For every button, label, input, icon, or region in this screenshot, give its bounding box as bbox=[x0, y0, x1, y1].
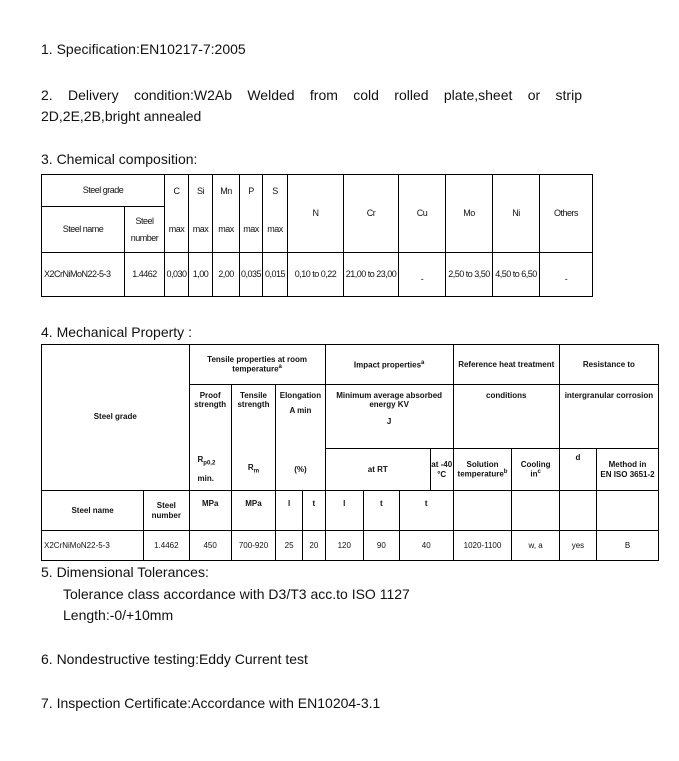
mech-steel-number-2: number bbox=[151, 510, 181, 520]
chem-max-mn: max bbox=[213, 207, 240, 253]
mech-row-cooling: w, a bbox=[512, 531, 559, 561]
chem-element-mn: Mn bbox=[213, 175, 240, 207]
chem-row-p: 0,035 bbox=[240, 253, 263, 297]
chem-row-n: 0,10 to 0,22 bbox=[288, 253, 344, 297]
mech-steel-name-header: Steel name bbox=[42, 491, 144, 531]
mech-rm-sub: m bbox=[253, 468, 260, 475]
mech-solution-1: Solution bbox=[466, 459, 499, 469]
mech-solution-2: temperature bbox=[457, 469, 504, 479]
mech-method bbox=[596, 449, 658, 491]
mech-blank-mid-left bbox=[42, 449, 190, 491]
mech-cooling-1: Cooling bbox=[520, 459, 551, 469]
mech-blank-method bbox=[596, 491, 658, 531]
chem-row-name: X2CrNiMoN22-5-3 bbox=[42, 253, 125, 297]
chem-max-p: max bbox=[240, 207, 263, 253]
mech-min-avg-3: J bbox=[386, 417, 392, 427]
mech-rm-label: R bbox=[247, 463, 254, 472]
chem-element-c: C bbox=[165, 175, 189, 207]
mech-proof-strength bbox=[189, 385, 231, 449]
chem-element-mo: Mo bbox=[446, 175, 493, 253]
mech-steel-grade-header: Steel grade bbox=[42, 385, 190, 449]
chem-element-cu: Cu bbox=[399, 175, 446, 253]
chem-row-cu: - bbox=[399, 253, 446, 297]
mech-row-name: X2CrNiMoN22-5-3 bbox=[42, 531, 144, 561]
chem-row-mo: 2,50 to 3,50 bbox=[446, 253, 493, 297]
mech-blank-cooling bbox=[512, 491, 559, 531]
chem-steel-number-label-1: Steel bbox=[135, 216, 154, 227]
mech-row-rp: 450 bbox=[189, 531, 231, 561]
section-delivery-condition: 2. Delivery condition:W2Ab Welded from cold rolled plate,sheet or strip bbox=[41, 87, 582, 103]
mech-elong-t: t bbox=[302, 491, 325, 531]
chem-row-ni: 4,50 to 6,50 bbox=[493, 253, 540, 297]
chem-element-others: Others bbox=[540, 175, 593, 253]
mech-kv-rt-l: l bbox=[325, 491, 363, 531]
mech-mpa-rm: MPa bbox=[231, 491, 275, 531]
mech-solution-sup: b bbox=[503, 469, 508, 476]
mech-impact-header bbox=[325, 345, 453, 385]
mech-kv-40-t: t bbox=[399, 491, 453, 531]
chem-row-s: 0,015 bbox=[263, 253, 288, 297]
mech-cooling-sup: c bbox=[537, 469, 541, 476]
mech-method-2: EN ISO 3651-2 bbox=[600, 469, 655, 479]
section-dimensional-length: Length:-0/+10mm bbox=[63, 607, 174, 623]
section-dimensional-heading: 5. Dimensional Tolerances: bbox=[41, 564, 209, 580]
section-mechanical-heading: 4. Mechanical Property : bbox=[41, 324, 192, 340]
mech-tensile-sup: a bbox=[278, 364, 282, 371]
mech-rp-sub: p0,2 bbox=[203, 461, 216, 467]
mech-blank-top-left bbox=[42, 345, 190, 385]
chem-element-p: P bbox=[240, 175, 263, 207]
mech-cooling-2: in bbox=[530, 469, 538, 479]
mech-proof-2: strength bbox=[194, 400, 227, 410]
mech-rm bbox=[231, 449, 275, 491]
mech-elongation bbox=[276, 385, 326, 449]
chem-steel-name-header: Steel name bbox=[42, 207, 125, 253]
mech-row-number: 1.4462 bbox=[144, 531, 189, 561]
mech-blank-d bbox=[559, 491, 596, 531]
chem-max-c: max bbox=[165, 207, 189, 253]
mech-rp bbox=[189, 449, 231, 491]
chem-row-others: - bbox=[540, 253, 593, 297]
mech-d: d bbox=[559, 449, 596, 491]
mech-at-minus40: at -40 °C bbox=[430, 449, 453, 491]
chem-row-c: 0,030 bbox=[165, 253, 189, 297]
mech-steel-number-1: Steel bbox=[156, 501, 176, 511]
mech-cooling bbox=[512, 449, 559, 491]
section-chemical-heading: 3. Chemical composition: bbox=[41, 151, 198, 167]
mech-at-rt: at RT bbox=[325, 449, 430, 491]
mech-row-d: yes bbox=[559, 531, 596, 561]
chemical-composition-table bbox=[41, 174, 593, 297]
mech-elong-1: Elongation bbox=[279, 391, 322, 400]
mech-impact-header-label: Impact properties bbox=[353, 360, 422, 370]
mech-elong-l: l bbox=[276, 491, 303, 531]
mech-kv-rt-t: t bbox=[363, 491, 399, 531]
mech-min-avg-2: energy KV bbox=[369, 400, 409, 410]
mech-steel-number-header bbox=[144, 491, 189, 531]
mech-rp-min: min. bbox=[197, 473, 214, 483]
mech-mpa-rp: MPa bbox=[189, 491, 231, 531]
mech-tensile-1: Tensile bbox=[240, 391, 267, 400]
chem-row-number: 1.4462 bbox=[125, 253, 165, 297]
chem-element-s: S bbox=[263, 175, 288, 207]
chem-row-mn: 2,00 bbox=[213, 253, 240, 297]
mech-elong-2: A min bbox=[289, 406, 312, 416]
mech-conditions: conditions bbox=[453, 385, 559, 449]
chem-element-cr: Cr bbox=[344, 175, 399, 253]
mech-min-avg-1: Minimum average absorbed bbox=[336, 391, 443, 400]
mech-percent: (%) bbox=[276, 449, 326, 491]
mech-min-avg-energy bbox=[325, 385, 453, 449]
chem-max-s: max bbox=[263, 207, 288, 253]
mech-rp-label: R bbox=[197, 455, 204, 465]
mech-tensile-header bbox=[189, 345, 325, 385]
chem-max-si: max bbox=[189, 207, 213, 253]
chem-steel-grade-header: Steel grade bbox=[42, 175, 165, 207]
chem-element-ni: Ni bbox=[493, 175, 540, 253]
mech-tensile-2: strength bbox=[237, 400, 270, 410]
chem-row-cr: 21,00 to 23,00 bbox=[344, 253, 399, 297]
section-delivery-condition-cont: 2D,2E,2B,bright annealed bbox=[41, 108, 202, 124]
chem-element-n: N bbox=[288, 175, 344, 253]
section-inspection-certificate: 7. Inspection Certificate:Accordance with EN10204-3.1 bbox=[41, 695, 381, 711]
mech-row-solution: 1020-1100 bbox=[453, 531, 512, 561]
mech-row-a-t: 20 bbox=[302, 531, 325, 561]
mech-row-kv-rt-t: 90 bbox=[363, 531, 399, 561]
section-specification: 1. Specification:EN10217-7:2005 bbox=[41, 41, 246, 57]
mech-tensile-header-1: Tensile properties at room bbox=[207, 354, 308, 364]
mech-intergranular: intergranular corrosion bbox=[559, 385, 658, 449]
mechanical-property-table bbox=[41, 344, 659, 561]
mech-row-kv-40-t: 40 bbox=[399, 531, 453, 561]
mech-method-1: Method in bbox=[608, 460, 647, 470]
chem-row-si: 1,00 bbox=[189, 253, 213, 297]
mech-row-a-l: 25 bbox=[276, 531, 303, 561]
mech-ref-heat-header: Reference heat treatment bbox=[453, 345, 559, 385]
chem-steel-number-header bbox=[125, 207, 165, 253]
mech-solution-temp bbox=[453, 449, 512, 491]
mech-tensile-header-2: temperature bbox=[232, 364, 279, 374]
section-nondestructive: 6. Nondestructive testing:Eddy Current test bbox=[41, 651, 308, 667]
mech-proof-1: Proof bbox=[199, 391, 221, 400]
mech-resistance-header: Resistance to bbox=[559, 345, 658, 385]
mech-tensile-strength bbox=[231, 385, 275, 449]
section-dimensional-tolerance: Tolerance class accordance with D3/T3 acc.to ISO 1127 bbox=[63, 586, 410, 602]
mech-row-rm: 700-920 bbox=[231, 531, 275, 561]
chem-steel-number-label-2: number bbox=[130, 232, 159, 243]
mech-impact-sup: a bbox=[421, 359, 425, 366]
mech-row-kv-rt-l: 120 bbox=[325, 531, 363, 561]
mech-blank-solution bbox=[453, 491, 512, 531]
mech-row-method: B bbox=[596, 531, 658, 561]
chem-element-si: Si bbox=[189, 175, 213, 207]
